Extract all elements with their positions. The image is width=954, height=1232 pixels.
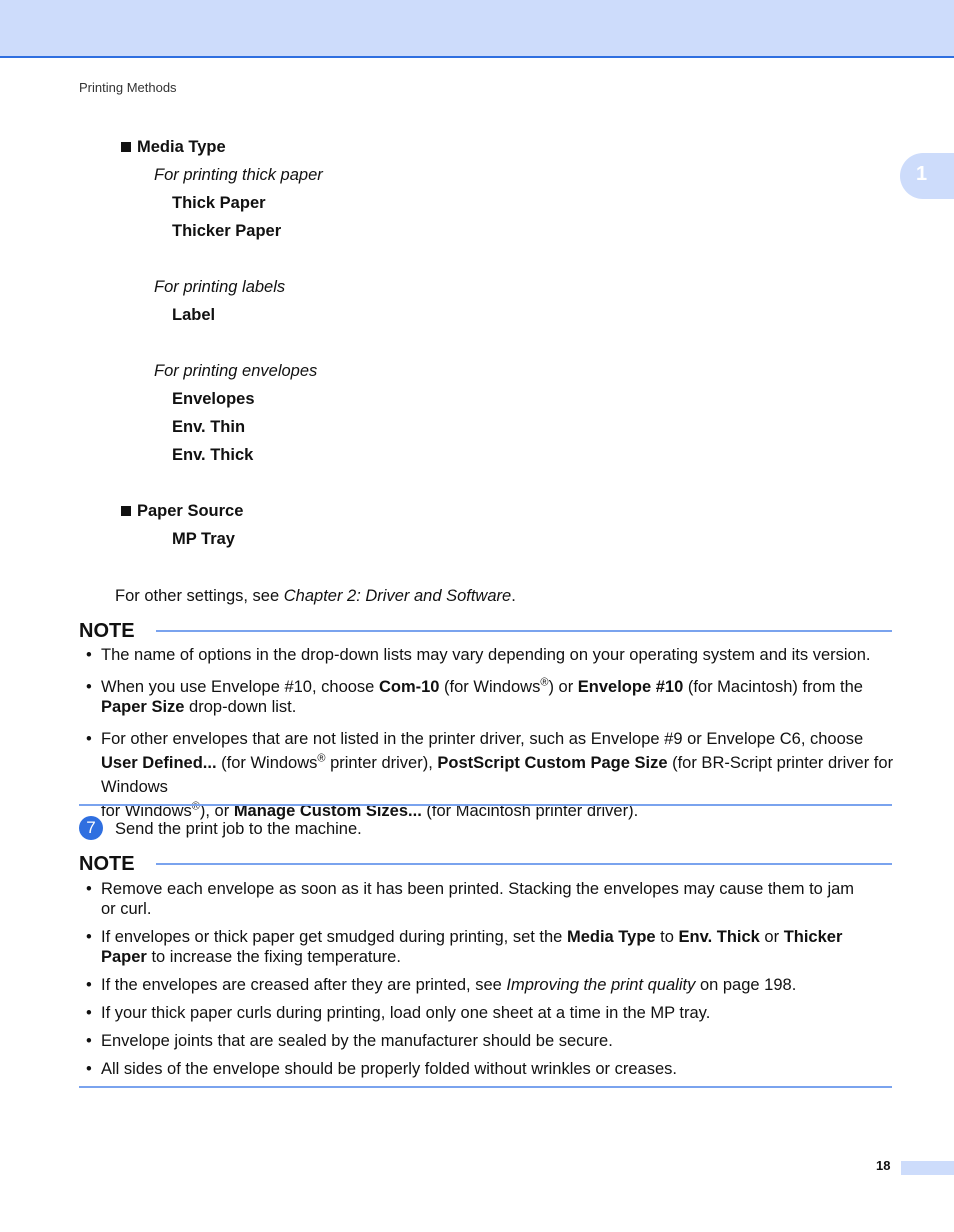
section-title: Printing Methods bbox=[79, 80, 177, 95]
option-thick-paper: Thick Paper bbox=[172, 194, 266, 212]
list-item: • All sides of the envelope should be properly folded without wrinkles or creases. bbox=[86, 1059, 896, 1079]
option-mp-tray: MP Tray bbox=[172, 530, 235, 548]
square-bullet-icon bbox=[121, 506, 131, 516]
note-divider bbox=[156, 630, 892, 632]
list-item: • When you use Envelope #10, choose Com-10 (for Windows®) or Envelope #10 (for Macintosh) from the Paper Size drop-down list. bbox=[86, 677, 896, 717]
note-end-divider bbox=[79, 804, 892, 806]
option-label: Label bbox=[172, 306, 216, 324]
header-band bbox=[0, 0, 954, 58]
footer-band bbox=[901, 1161, 954, 1175]
option-thicker-paper: Thicker Paper bbox=[172, 222, 282, 240]
note-title: NOTE bbox=[79, 853, 135, 875]
caption-envelopes: For printing envelopes bbox=[154, 362, 318, 380]
page-number: 18 bbox=[876, 1158, 891, 1173]
note-end-divider bbox=[79, 1086, 892, 1088]
caption-thick-paper: For printing thick paper bbox=[154, 166, 323, 184]
chapter-tab[interactable] bbox=[900, 153, 954, 199]
chapter-number: 1 bbox=[916, 163, 928, 185]
paper-source-heading: Paper Source bbox=[121, 501, 243, 521]
list-item: • Envelope joints that are sealed by the manufacturer should be secure. bbox=[86, 1031, 896, 1051]
step-number-badge: 7 bbox=[79, 816, 103, 840]
note-title: NOTE bbox=[79, 620, 135, 642]
list-item: • Remove each envelope as soon as it has been printed. Stacking the envelopes may cause them to jam or curl. bbox=[86, 879, 896, 919]
other-settings-text: For other settings, see Chapter 2: Driver and Software. bbox=[115, 587, 516, 605]
caption-labels: For printing labels bbox=[154, 278, 286, 296]
step-text: Send the print job to the machine. bbox=[115, 820, 362, 838]
list-item: • If envelopes or thick paper get smudged during printing, set the Media Type to Env. Thick or Thicker Paper to increase the fixing temperature. bbox=[86, 927, 896, 967]
list-item: • If your thick paper curls during printing, load only one sheet at a time in the MP tray. bbox=[86, 1003, 896, 1023]
list-item: • If the envelopes are creased after they are printed, see Improving the print quality on page 198. bbox=[86, 975, 896, 995]
option-env-thin: Env. Thin bbox=[172, 418, 246, 436]
option-envelopes: Envelopes bbox=[172, 390, 255, 408]
chapter-reference-link[interactable]: Chapter 2: Driver and Software bbox=[283, 587, 512, 605]
list-item: • For other envelopes that are not listed in the printer driver, such as Envelope #9 or Envelope C6, choose User Defined... (for Windows® printer driver), PostScript Custom Page Size (for BR-Script printer driver for Windows for Windows®), or Manage Custom Sizes... (for Macintosh printer driver). bbox=[86, 727, 896, 823]
list-item: • The name of options in the drop-down lists may vary depending on your operating system and its version. bbox=[86, 645, 896, 665]
note-bullet-list bbox=[86, 879, 896, 1079]
media-type-heading: Media Type bbox=[121, 137, 226, 157]
note-bullet-list bbox=[86, 645, 896, 823]
option-env-thick: Env. Thick bbox=[172, 446, 254, 464]
note-divider bbox=[156, 863, 892, 865]
improving-print-quality-link[interactable]: Improving the print quality bbox=[506, 976, 696, 994]
square-bullet-icon bbox=[121, 142, 131, 152]
